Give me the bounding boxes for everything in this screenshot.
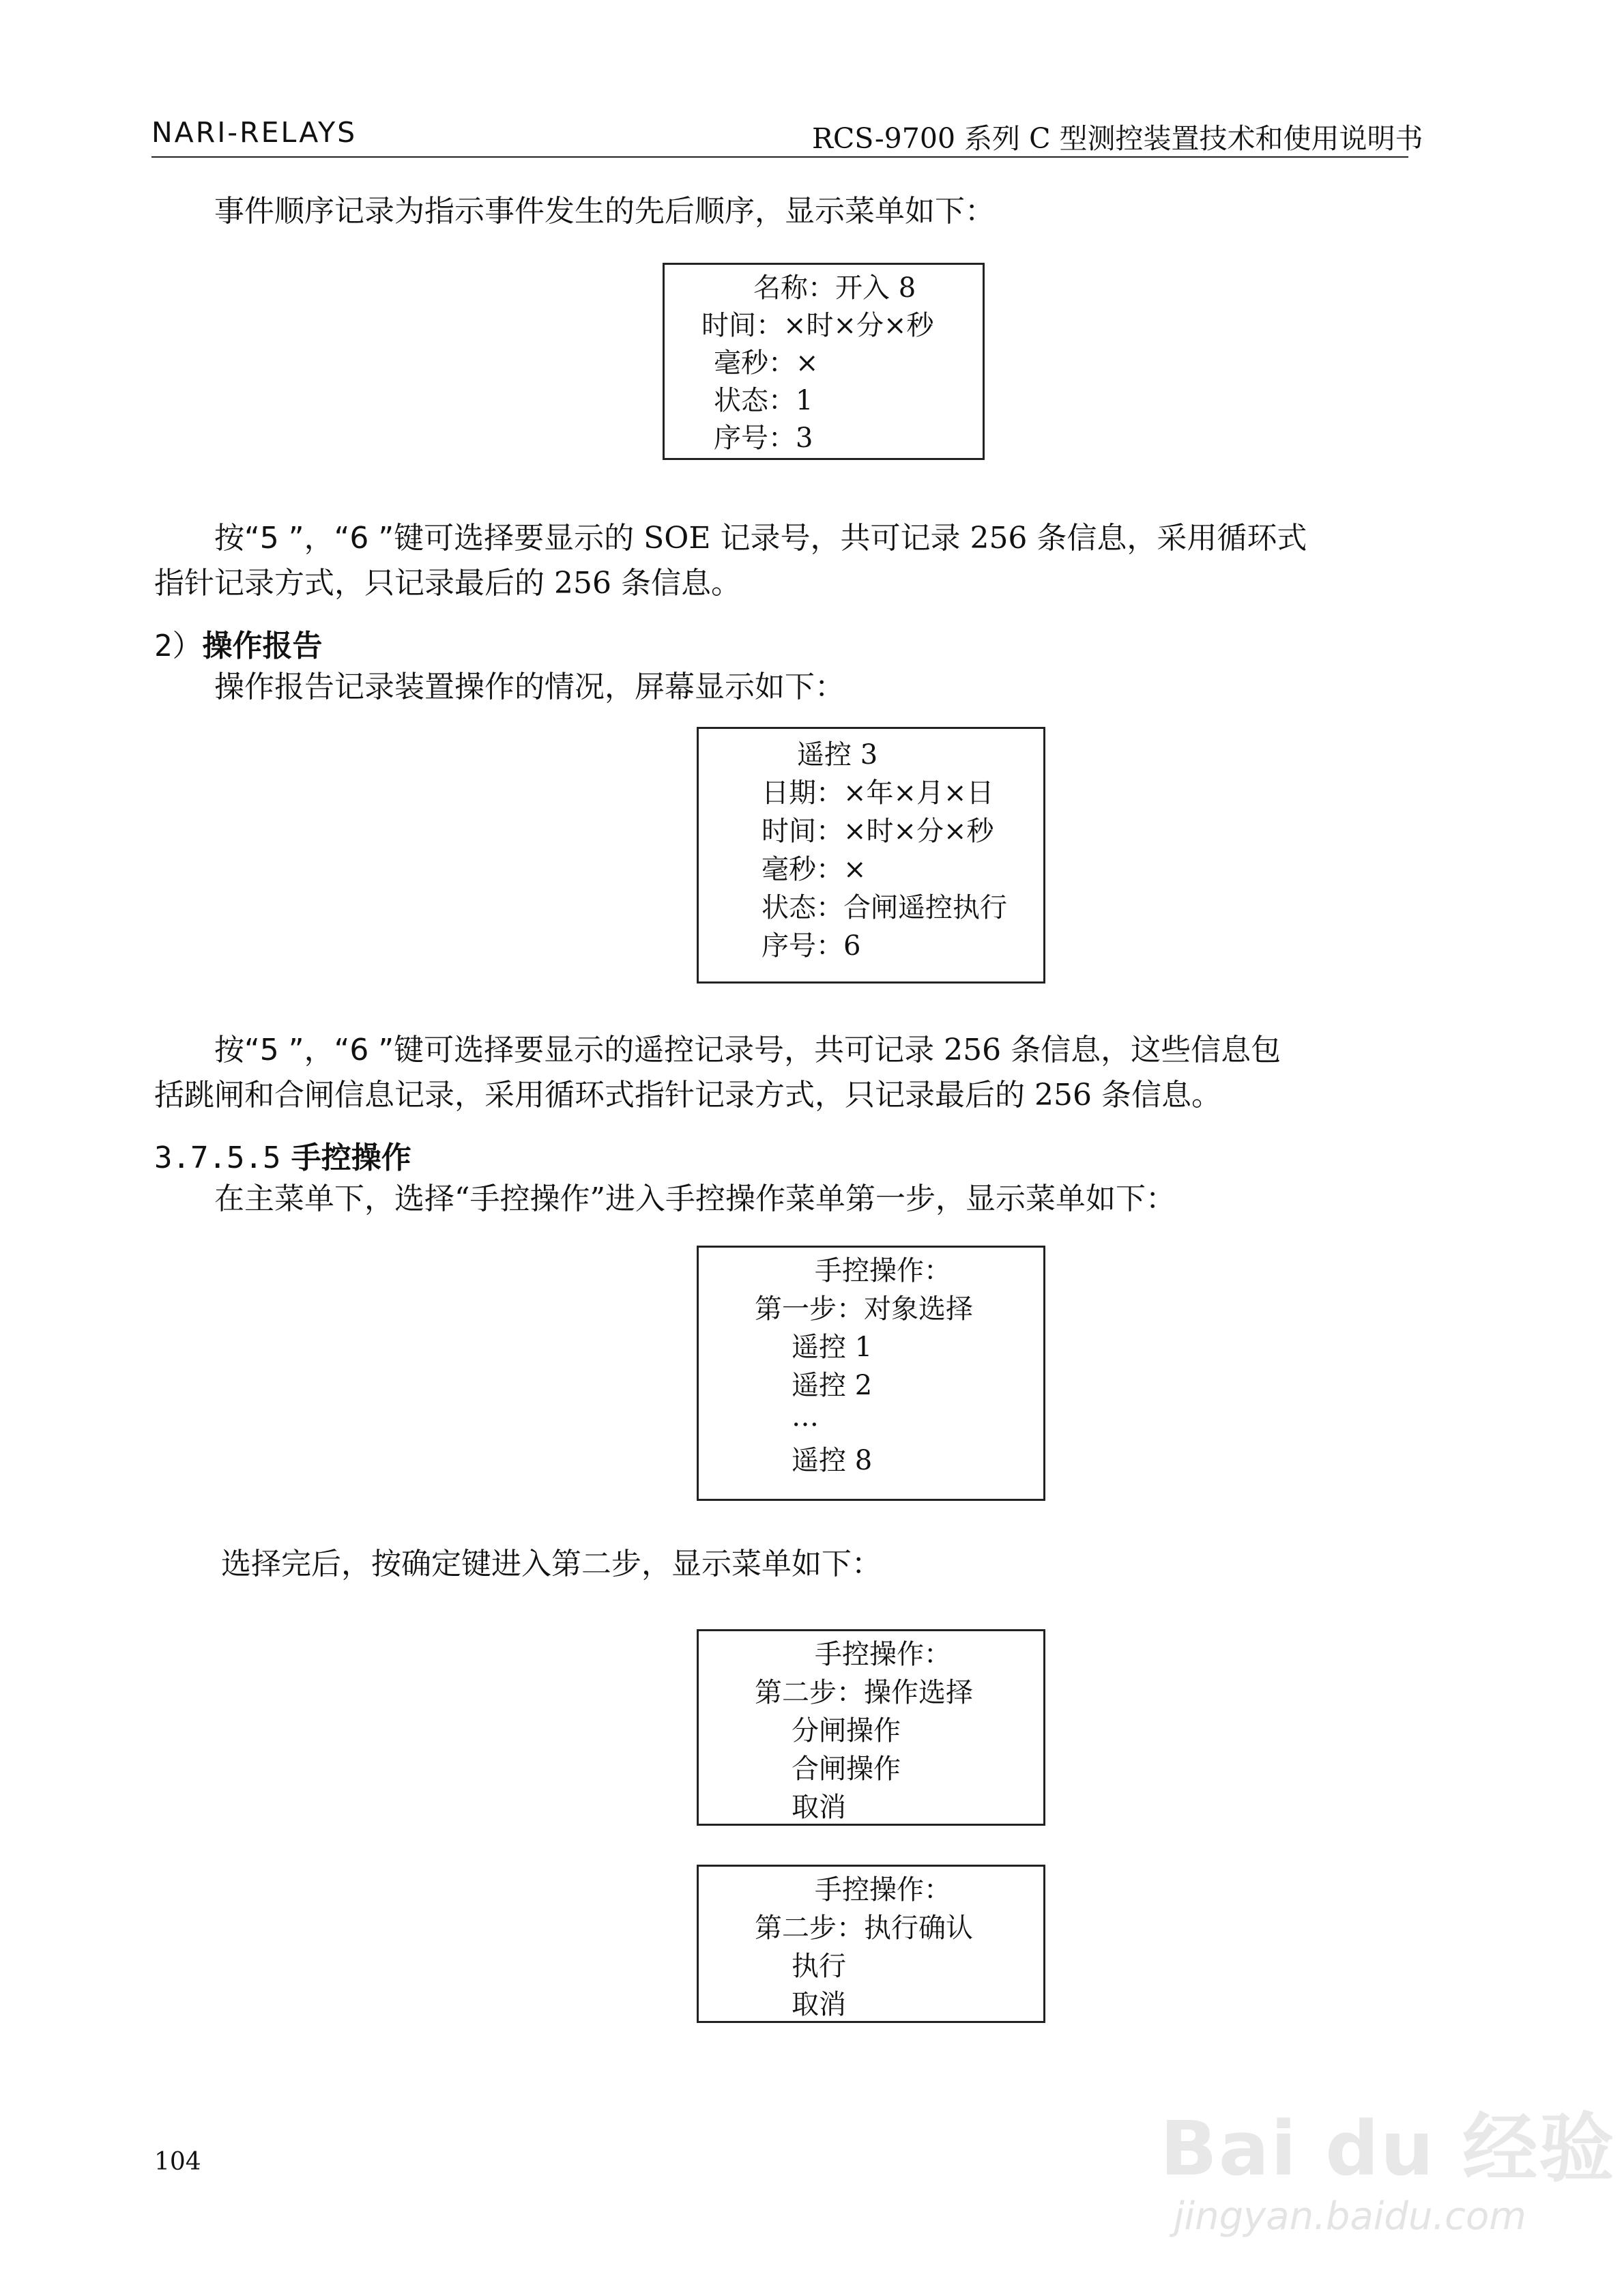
soe-seq-line: 序号：3 <box>714 422 813 454</box>
step1-title-line: 手控操作： <box>815 1255 951 1287</box>
step2-intro: 选择完后，按确定键进入第二步，显示菜单如下： <box>221 1547 882 1581</box>
section-title: 操作报告 <box>202 629 323 663</box>
op-ms-line: 毫秒：× <box>762 854 867 885</box>
header-doc-title: RCS-9700 系列 C 型测控装置技术和使用说明书 <box>812 122 1423 155</box>
section-operation-report-heading <box>154 621 323 665</box>
op-date-line: 日期：×年×月×日 <box>762 777 994 809</box>
para1-rest: 键可选择要显示的 SOE 记录号，共可记录 256 条信息，采用循环式 <box>394 521 1307 556</box>
soe-ms-line: 毫秒：× <box>714 347 819 379</box>
operation-report-intro: 操作报告记录装置操作的情况，屏幕显示如下： <box>214 670 845 704</box>
header-rule <box>151 156 1408 158</box>
manual-step2-box <box>697 1629 1045 1826</box>
section-title: 手控操作 <box>291 1140 411 1175</box>
step2b-step-line: 第二步：执行确认 <box>755 1912 973 1944</box>
step1-ellipsis-line: … <box>792 1401 819 1433</box>
soe-time-line: 时间：×时×分×秒 <box>701 310 934 341</box>
key-5-label: “5 ” <box>244 521 304 556</box>
step2-close-line: 合闸操作 <box>792 1753 901 1785</box>
step2b-cancel-line: 取消 <box>792 1989 846 2020</box>
soe-key-paragraph-line2: 指针记录方式，只记录最后的 256 条信息。 <box>154 566 741 601</box>
section-number: 3.7.5.5 <box>154 1140 281 1175</box>
key-6-label: “6 ” <box>334 521 394 556</box>
para1-comma: ， <box>304 521 334 556</box>
step2b-execute-line: 执行 <box>792 1951 846 1982</box>
step2-cancel-line: 取消 <box>792 1792 846 1823</box>
key-6-label: “6 ” <box>334 1033 394 1067</box>
soe-state-line: 状态：1 <box>714 385 813 416</box>
para2-rest: 键可选择要显示的遥控记录号，共可记录 256 条信息，这些信息包 <box>394 1033 1281 1067</box>
step1-remote8-line: 遥控 8 <box>792 1445 873 1476</box>
page-number: 104 <box>154 2148 201 2176</box>
section-manual-control-heading <box>154 1133 411 1177</box>
manual-control-intro: 在主菜单下，选择“手控操作”进入手控操作菜单第一步，显示菜单如下： <box>214 1181 1176 1216</box>
step2-step-line: 第二步：操作选择 <box>755 1677 973 1708</box>
step2-open-line: 分闸操作 <box>792 1715 901 1747</box>
remote-key-paragraph-line1 <box>214 1028 1281 1073</box>
soe-display-box <box>663 263 985 460</box>
baidu-watermark-url: jingyan.baidu.com <box>1174 2194 1526 2239</box>
para1-prefix: 按 <box>214 521 244 556</box>
soe-intro: 事件顺序记录为指示事件发生的先后顺序，显示菜单如下： <box>214 194 995 229</box>
operation-report-box <box>697 727 1045 984</box>
op-seq-line: 序号：6 <box>762 930 861 962</box>
remote-key-paragraph-line2: 括跳闸和合闸信息记录，采用循环式指针记录方式，只记录最后的 256 条信息。 <box>154 1078 1221 1113</box>
soe-name-line: 名称：开入 8 <box>753 272 916 304</box>
section-number: 2） <box>154 629 203 663</box>
op-state-line: 状态：合闸遥控执行 <box>762 892 1007 923</box>
soe-key-paragraph-line1 <box>214 516 1307 561</box>
op-time-line: 时间：×时×分×秒 <box>762 816 994 847</box>
step1-remote2-line: 遥控 2 <box>792 1370 873 1401</box>
baidu-watermark-logo: Bai du 经验 <box>1160 2105 1616 2192</box>
op-remote-line: 遥控 3 <box>797 739 878 771</box>
para2-comma: ， <box>304 1033 334 1067</box>
para2-prefix: 按 <box>214 1033 244 1067</box>
step2b-title-line: 手控操作： <box>815 1874 951 1906</box>
step1-step-line: 第一步：对象选择 <box>755 1293 973 1325</box>
manual-step2-confirm-box <box>697 1865 1045 2023</box>
step1-remote1-line: 遥控 1 <box>792 1332 873 1363</box>
header-brand: NARI-RELAYS <box>151 116 358 149</box>
step2-title-line: 手控操作： <box>815 1639 951 1670</box>
key-5-label: “5 ” <box>244 1033 304 1067</box>
manual-step1-box <box>697 1246 1045 1501</box>
